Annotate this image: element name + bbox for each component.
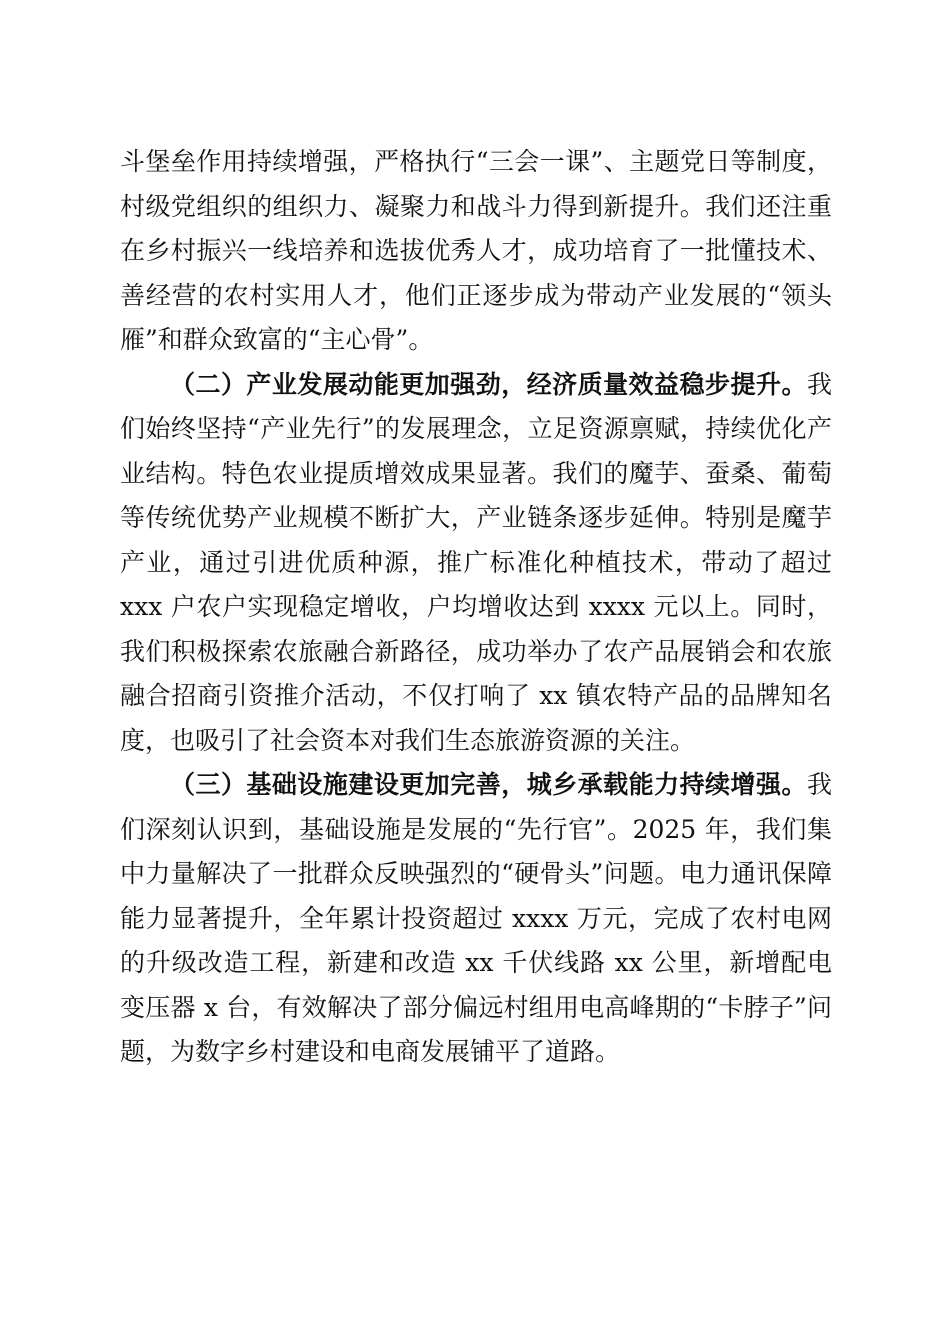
- paragraph-text: 我们深刻认识到，基础设施是发展的“先行官”。2025 年，我们集中力量解决了一批群众反映强烈的“硬骨头”问题。电力通讯保障能力显著提升，全年累计投资超过 xxxx 万元，完成了农村电网的升级改造工程，新建和改造 xx 千伏线路 xx 公里，新增配电变压器 x 台，有效解决了部分偏远村组用电高峰期的“卡脖子”问题，为数字乡村建设和电商发展铺平了道路。: [120, 770, 832, 1066]
- section-heading-infrastructure: （三）基础设施建设更加完善，城乡承载能力持续增强。: [170, 770, 807, 799]
- paragraph-continuation: [120, 140, 832, 363]
- paragraph-text: 斗堡垒作用持续增强，严格执行“三会一课”、主题党日等制度，村级党组织的组织力、凝聚力和战斗力得到新提升。我们还注重在乡村振兴一线培养和选拔优秀人才，成功培育了一批懂技术、善经营的农村实用人才，他们正逐步成为带动产业发展的“领头雁”和群众致富的“主心骨”。: [120, 147, 832, 354]
- paragraph-text: 我们始终坚持“产业先行”的发展理念，立足资源禀赋，持续优化产业结构。特色农业提质增效成果显著。我们的魔芋、蚕桑、葡萄等传统优势产业规模不断扩大，产业链条逐步延伸。特别是魔芋产业，通过引进优质种源，推广标准化种植技术，带动了超过 xxx 户农户实现稳定增收，户均增收达到 xxxx 元以上。同时，我们积极探索农旅融合新路径，成功举办了农产品展销会和农旅融合招商引资推介活动，不仅打响了 xx 镇农特产品的品牌知名度，也吸引了社会资本对我们生态旅游资源的关注。: [120, 369, 832, 755]
- paragraph-industry: [120, 363, 832, 764]
- paragraph-infrastructure: [120, 763, 832, 1075]
- section-heading-industry: （二）产业发展动能更加强劲，经济质量效益稳步提升。: [170, 369, 807, 399]
- document-body: [120, 140, 832, 1075]
